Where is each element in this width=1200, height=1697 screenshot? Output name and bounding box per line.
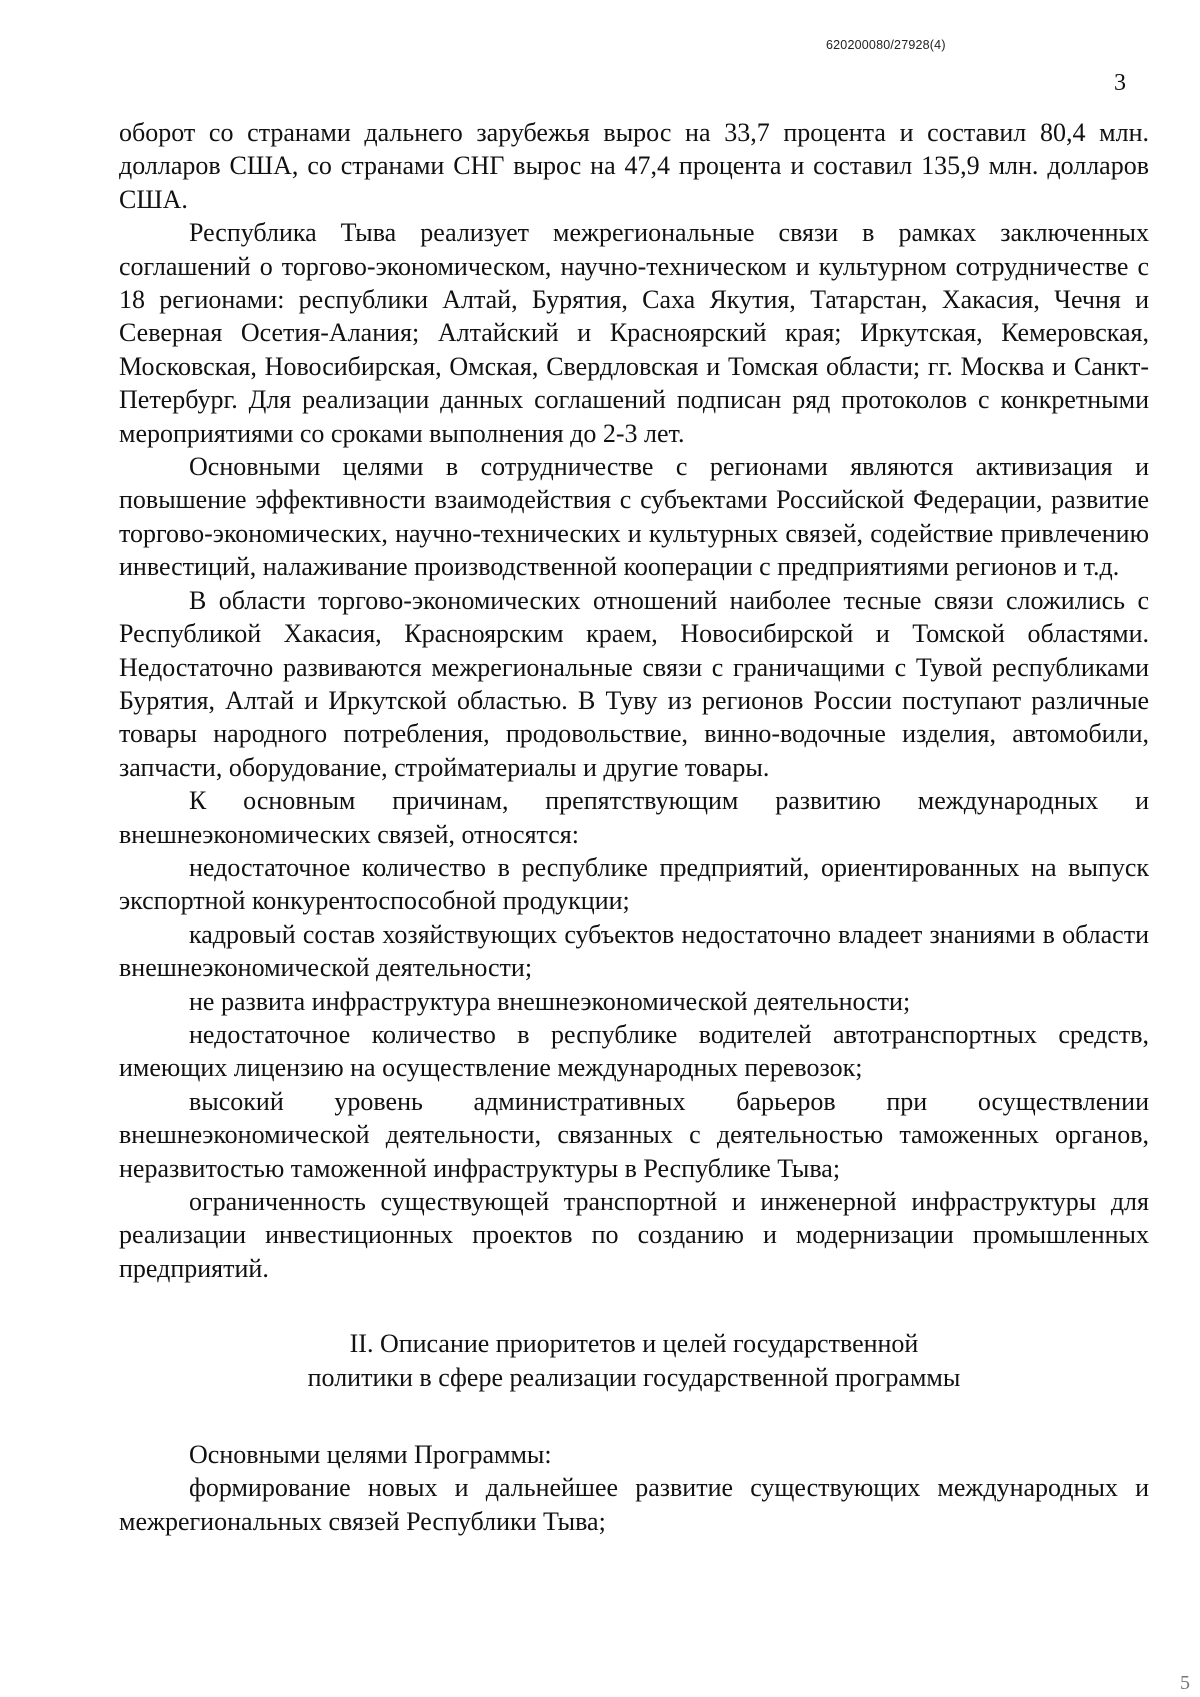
- paragraph-interregional-agreements: Республика Тыва реализует межрегиональные связи в рамках заключенных соглашений о торгово-экономическом, научно-техническом и культурном сотрудничестве с 18 регионами: республики Алтай, Бурятия, Саха Якутия, Татарстан, Хакасия, Чечня и Северная Осетия-Алания; Алтайский и Красноярский края; Иркутская, Кемеровская, Московская, Новосибирская, Омская, Свердловская и Томская области; гг. Москва и Санкт-Петербург. Для реализации данных соглашений подписан ряд протоколов с конкретными мероприятиями со сроками выполнения до 2-3 лет.: [119, 218, 1149, 448]
- document-body: [119, 116, 1149, 1538]
- section-heading-line: политики в сфере реализации государственной программы: [307, 1362, 961, 1392]
- obstacle-item: ограниченность существующей транспортной и инженерной инфраструктуры для реализации инвестиционных проектов по созданию и модернизации промышленных предприятий.: [119, 1187, 1149, 1283]
- obstacle-item: кадровый состав хозяйствующих субъектов недостаточно владеет знаниями в области внешнеэкономической деятельности;: [119, 919, 1149, 983]
- paragraph-trade-relations: В области торгово-экономических отношений наиболее тесные связи сложились с Республикой Хакасия, Красноярским краем, Новосибирской и Томской областями. Недостаточно развиваются межрегиональные связи с граничащими с Тувой республиками Бурятия, Алтай и Иркутской областью. В Туву из регионов России поступают различные товары народного потребления, продовольствие, винно-водочные изделия, автомобили, запчасти, оборудование, стройматериалы и другие товары.: [119, 585, 1149, 782]
- corner-mark: 5: [1180, 1672, 1190, 1694]
- paragraph-trade-turnover: оборот со странами дальнего зарубежья вырос на 33,7 процента и составил 80,4 млн. долларов США, со странами СНГ вырос на 47,4 процента и составил 135,9 млн. долларов США.: [119, 118, 1149, 214]
- paragraph-cooperation-goals: Основными целями в сотрудничестве с регионами являются активизация и повышение эффективности взаимодействия с субъектами Российской Федерации, развитие торгово-экономических, научно-технических и культурных связей, содействие привлечению инвестиций, налаживание производственной кооперации с предприятиями регионов и т.д.: [119, 452, 1149, 582]
- document-id: 620200080/27928(4): [826, 38, 946, 52]
- section-heading: [119, 1327, 1149, 1394]
- program-goal-item: формирование новых и дальнейшее развитие существующих международных и межрегиональных связей Республики Тыва;: [119, 1473, 1149, 1536]
- obstacle-item: не развита инфраструктура внешнеэкономической деятельности;: [189, 986, 911, 1016]
- obstacle-item: недостаточное количество в республике водителей автотранспортных средств, имеющих лицензию на осуществление международных перевозок;: [119, 1019, 1149, 1083]
- section-heading-line: II. Описание приоритетов и целей государственной: [349, 1329, 919, 1359]
- page-number: 3: [1114, 70, 1126, 96]
- paragraph-program-goals-intro: Основными целями Программы:: [189, 1440, 552, 1470]
- obstacle-item: высокий уровень административных барьеров при осуществлении внешнеэкономической деятельности, связанных с деятельностью таможенных органов, неразвитостью таможенной инфраструктуры в Республике Тыва;: [119, 1086, 1149, 1183]
- obstacle-item: недостаточное количество в республике предприятий, ориентированных на выпуск экспортной конкурентоспособной продукции;: [119, 852, 1149, 916]
- paragraph-obstacles-intro: К основным причинам, препятствующим развитию международных и внешнеэкономических связей, относятся:: [119, 786, 1149, 849]
